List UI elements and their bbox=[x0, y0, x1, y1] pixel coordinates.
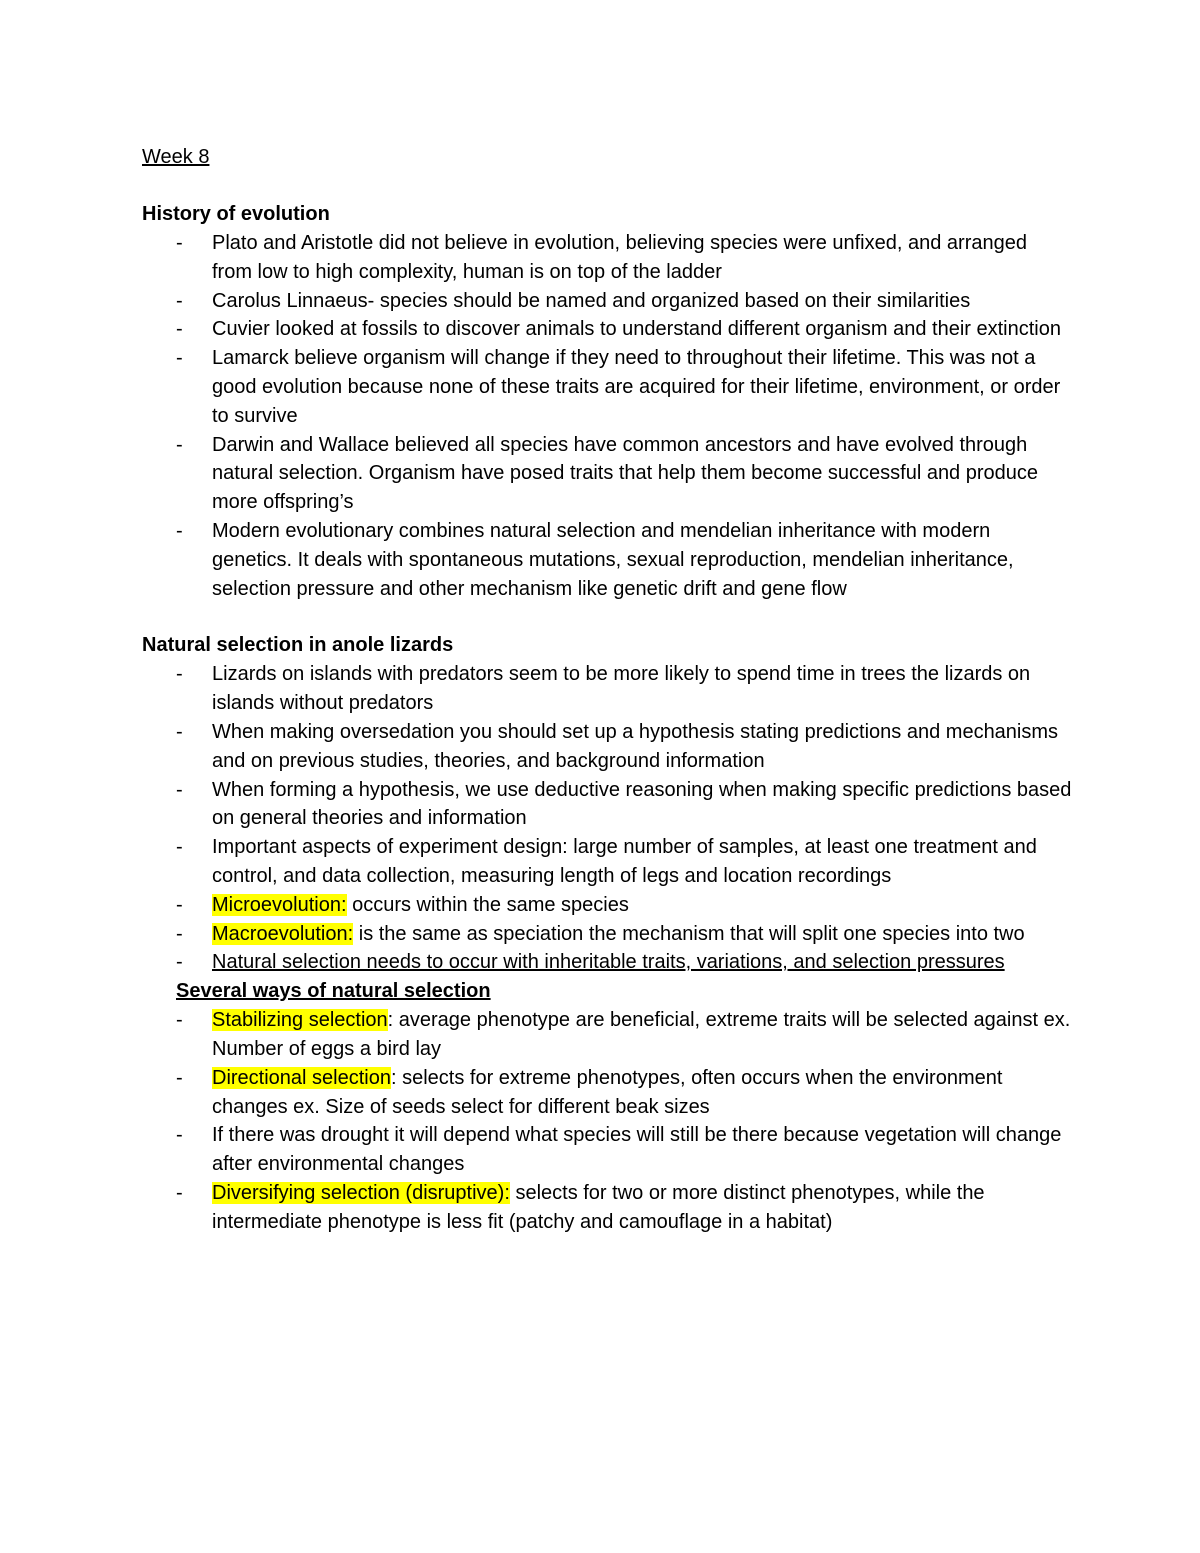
item-text: occurs within the same species bbox=[346, 893, 629, 916]
item-text: Cuvier looked at fossils to discover animals to understand different organism and their extinction bbox=[212, 318, 1061, 341]
list-item bbox=[142, 1064, 1072, 1122]
bullet-dash: - bbox=[176, 663, 183, 686]
bullet-dash: - bbox=[176, 720, 183, 743]
item-text: Lamarck believe organism will change if they need to throughout their lifetime. This was not a good evolution because none of these traits are acquired for their lifetime, environment, or order to survive bbox=[212, 347, 1061, 427]
bullet-dash: - bbox=[176, 232, 183, 254]
bullet-dash: - bbox=[176, 1009, 183, 1032]
bullet-dash: - bbox=[176, 1181, 183, 1204]
item-text: Lizards on islands with predators seem to be more likely to spend time in trees the lizards on islands without predators bbox=[212, 663, 1031, 715]
bullet-dash: - bbox=[176, 836, 183, 859]
list-item bbox=[142, 1121, 1072, 1179]
highlighted-term-diversifying: Diversifying selection (disruptive): bbox=[212, 1181, 510, 1204]
document-content bbox=[142, 143, 1072, 1237]
list-item bbox=[142, 776, 1072, 834]
bullet-dash: - bbox=[176, 922, 183, 945]
list-item bbox=[142, 1179, 1072, 1237]
bullet-dash: - bbox=[176, 289, 183, 312]
list-item bbox=[142, 517, 1072, 603]
list-item bbox=[142, 948, 1072, 977]
item-text: : average phenotype are beneficial, extreme traits will be selected against ex. Number of eggs a bird lay bbox=[212, 1009, 1071, 1060]
heading-several-ways-natural-selection: Several ways of natural selection bbox=[176, 980, 491, 1003]
item-text: is the same as speciation the mechanism that will split one species into two bbox=[353, 922, 1025, 945]
item-text: If there was drought it will depend what species will still be there because vegetation will change after environmental changes bbox=[212, 1124, 1062, 1176]
list-item bbox=[142, 287, 1072, 316]
bullet-dash: - bbox=[176, 778, 183, 801]
item-text: When making oversedation you should set up a hypothesis stating predictions and mechanisms and on previous studies, theories, and background information bbox=[212, 720, 1059, 772]
bullet-dash: - bbox=[176, 519, 183, 542]
item-text: : selects for extreme phenotypes, often occurs when the environment changes ex. Size of seeds select for different beak sizes bbox=[212, 1066, 1003, 1118]
bullet-dash: - bbox=[176, 1124, 183, 1147]
bullet-dash: - bbox=[176, 318, 183, 341]
anole-list bbox=[142, 660, 1072, 977]
highlighted-term-stabilizing: Stabilizing selection bbox=[212, 1009, 388, 1032]
list-item bbox=[142, 431, 1072, 517]
heading-natural-selection-anole-lizards: Natural selection in anole lizards bbox=[142, 634, 454, 657]
item-text: Darwin and Wallace believed all species have common ancestors and have evolved through natural selection. Organism have posed traits that help them become successful and produce more offspring’s bbox=[212, 433, 1039, 514]
list-item bbox=[142, 891, 1072, 920]
list-item bbox=[142, 920, 1072, 949]
highlighted-term-macroevolution: Macroevolution: bbox=[212, 922, 354, 945]
heading-history-of-evolution: History of evolution bbox=[142, 203, 330, 225]
bullet-dash: - bbox=[176, 1066, 183, 1089]
history-list bbox=[142, 229, 1072, 603]
item-text: Important aspects of experiment design: large number of samples, at least one treatment and control, and data collection, measuring length of legs and location recordings bbox=[212, 836, 1037, 887]
selection-types-list bbox=[142, 1006, 1072, 1236]
week-title: Week 8 bbox=[142, 146, 210, 168]
list-item bbox=[142, 229, 1072, 287]
highlighted-term-microevolution: Microevolution: bbox=[212, 893, 347, 916]
bullet-dash: - bbox=[176, 893, 183, 916]
list-item bbox=[142, 1006, 1072, 1064]
item-text: Modern evolutionary combines natural selection and mendelian inheritance with modern genetics. It deals with spontaneous mutations, sexual reproduction, mendelian inheritance, selection pressure and other mechanism like genetic drift and gene flow bbox=[212, 519, 1014, 600]
highlighted-term-directional: Directional selection bbox=[212, 1066, 391, 1089]
list-item bbox=[142, 718, 1072, 776]
list-item bbox=[142, 833, 1072, 891]
bullet-dash: - bbox=[176, 951, 183, 974]
bullet-dash: - bbox=[176, 347, 183, 370]
list-item bbox=[142, 344, 1072, 430]
list-item bbox=[142, 315, 1072, 344]
list-item bbox=[142, 660, 1072, 718]
bullet-dash: - bbox=[176, 433, 183, 456]
item-text: Carolus Linnaeus- species should be named and organized based on their similarities bbox=[212, 289, 971, 312]
item-text: When forming a hypothesis, we use deductive reasoning when making specific predictions based on general theories and information bbox=[212, 778, 1072, 830]
item-text: Plato and Aristotle did not believe in evolution, believing species were unfixed, and arranged from low to high complexity, human is on top of the ladder bbox=[212, 232, 1027, 283]
underlined-text: Natural selection needs to occur with inheritable traits, variations, and selection pressures bbox=[212, 951, 1005, 974]
item-text: selects for two or more distinct phenotypes, while the intermediate phenotype is less fit (patchy and camouflage in a habitat) bbox=[212, 1181, 985, 1233]
